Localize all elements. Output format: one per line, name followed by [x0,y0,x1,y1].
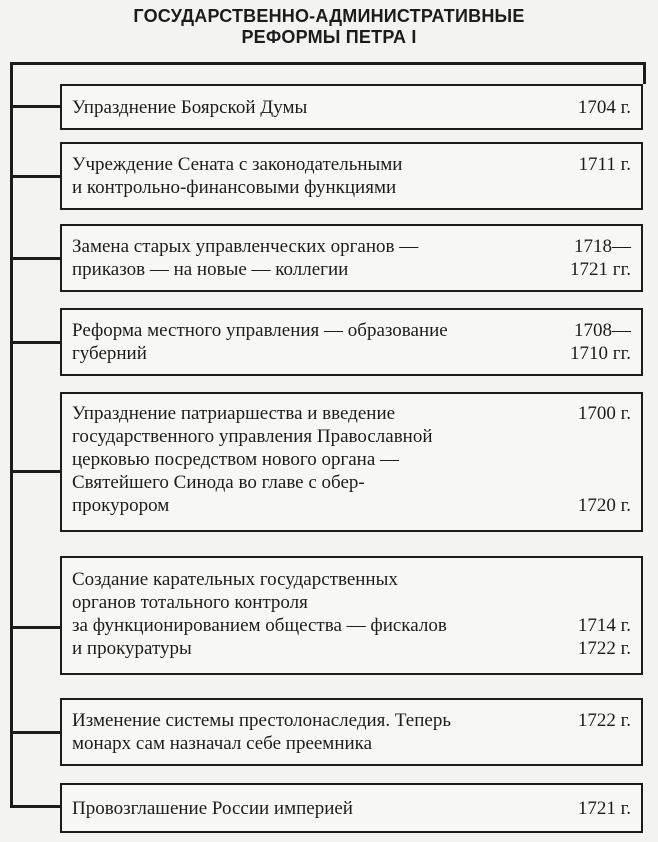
reform-box-senate [60,142,643,210]
connector-3 [10,257,62,260]
connector-5 [10,470,62,473]
reform-years [570,235,631,281]
reform-box-succession [60,698,643,766]
reform-box-collegia [60,224,643,292]
reform-year: 1710 гг. [570,343,631,364]
page-title [0,6,658,48]
reform-years [578,614,631,660]
reform-years [579,153,631,176]
reform-text [72,319,448,365]
connector-2 [10,175,62,178]
reform-year: 1704 г. [577,97,631,118]
reform-year: 1711 г. [578,154,631,175]
diagram-trunk-line [10,62,13,807]
reform-box-empire [60,783,643,833]
reform-text [72,568,447,660]
reform-text-line: и прокуратуры [72,638,192,659]
reform-box-boyar-duma [60,84,643,130]
reform-text-line: органов тотального контроля [72,592,308,613]
reform-text-line: и контрольно-финансовыми функциями [72,177,397,198]
reform-year: 1722 г. [577,638,631,659]
reform-text-line: церковью посредством нового органа — [72,449,400,470]
reform-year: 1721 гг. [570,259,631,280]
reform-text-line: Упразднение патриаршества и введение [72,403,396,424]
reform-text-line: монарх сам назначал себе преемника [72,733,373,754]
reform-year: 1722 г. [577,710,631,731]
reform-years [578,402,631,425]
reform-year: 1721 г. [577,798,631,819]
reform-text-line: Замена старых управленческих органов — [72,236,419,257]
reform-year: 1700 г. [577,403,631,424]
reform-box-governorates [60,308,643,376]
reform-text [72,797,353,820]
reform-text-line: приказов — на новые — коллегии [72,259,349,280]
reform-text [72,235,418,281]
reform-years [570,319,631,365]
reform-year: 1720 г. [577,495,631,516]
reform-text [72,402,433,517]
reform-years [578,96,631,119]
reform-text-line: Реформа местного управления — образование [72,320,448,341]
reform-box-fiscals [60,556,643,675]
reform-text-line: государственного управления Православной [72,426,433,447]
reform-year: 1714 г. [577,615,631,636]
reform-text [72,709,451,755]
reform-text-line: Упразднение Боярской Думы [72,97,308,118]
reform-text [72,153,402,199]
connector-4 [10,341,62,344]
reform-text-line: Святейшего Синода во главе с обер- [72,472,365,493]
reform-year: 1708— [574,320,631,341]
reform-box-synod [60,392,643,532]
page-title-line-2: РЕФОРМЫ ПЕТРА I [241,27,417,47]
reform-years [578,494,631,517]
reform-years [578,797,631,820]
page-title-line-1: ГОСУДАРСТВЕННО-АДМИНИСТРАТИВНЫЕ [133,6,525,26]
reform-text-line: Создание карательных государственных [72,569,398,590]
connector-6 [10,626,62,629]
reform-years [578,709,631,732]
reform-text-line: прокурором [72,495,170,516]
reform-year: 1718— [574,236,631,257]
connector-7 [10,731,62,734]
reform-text-line: Учреждение Сената с законодательными [72,154,403,175]
connector-1 [10,105,62,108]
connector-8 [10,805,62,808]
reform-text [72,96,307,119]
reform-text-line: за функционированием общества — фискалов [72,615,447,636]
diagram-right-line [643,62,646,84]
reform-text-line: губерний [72,343,147,364]
reform-text-line: Провозглашение России империей [72,798,353,819]
diagram-top-line [10,62,646,65]
reform-text-line: Изменение системы престолонаследия. Теперь [72,710,451,731]
